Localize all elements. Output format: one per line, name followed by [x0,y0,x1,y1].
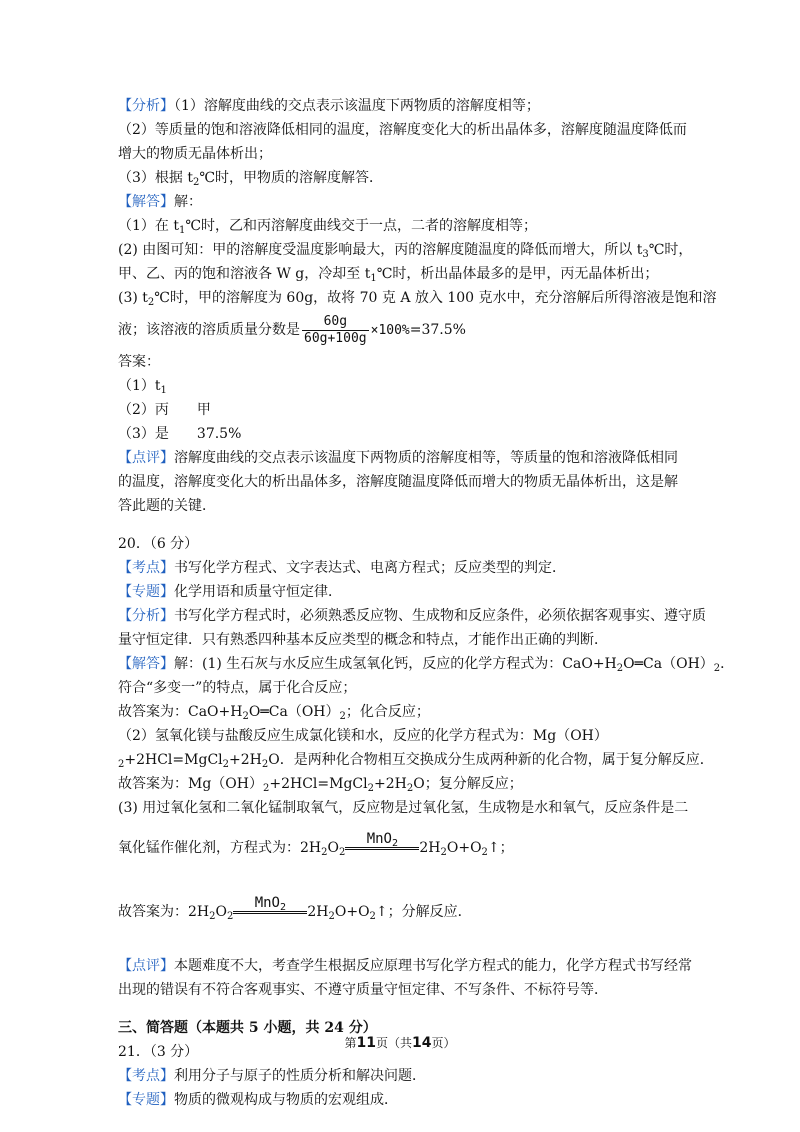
q20-answer-2a: （2）氢氧化镁与盐酸反应生成氯化镁和水，反应的化学方程式为：Mg（OH） [118,728,608,744]
analysis-tag: 【分析】 [118,98,174,114]
q19-comment-2: 的温度，溶解度变化大的析出晶体多，溶解度随温度降低而增大的物质无晶体析出，这是解 [118,474,678,490]
q20-answer-1c: 故答案为：$CaO+H_2O═Ca(OH)_2$；化合反应； [118,704,430,722]
q20-analysis-1: 【分析】书写化学方程式时，必须熟悉反应物、生成物和反应条件，必须依据客观事实、遵守质 [118,608,706,624]
q21-kaodian: 【考点】利用分子与原子的性质分析和解决问题． [118,1068,426,1084]
q20-answer-3a: (3) 用过氧化氢和二氧化锰制取氧气，反应物是过氧化氢，生成物是水和氧气，反应条件是二 [118,800,689,816]
q19-answer-2b: 甲、乙、丙的饱和溶液各 W g，冷却至 $t_1℃$时，析出晶体最多的是甲，丙无晶体析出； [118,266,659,284]
q20-answer-2c: 故答案为：$Mg(OH)_2+2HCl=MgCl_2+2H_2O$；复分解反应； [118,776,523,794]
q20-comment-2: 出现的错误有不符合客观事实、不遵守质量守恒定律、不写条件、不标符号等． [118,982,608,998]
fraction: $\frac{60g}{60g+100g}$ [304,313,367,346]
final-answer-1: $(1)t_1$ [118,378,167,396]
q20-kaodian: 【考点】书写化学方程式、文字表达式、电离方程式；反应类型的判定． [118,560,566,576]
reaction-condition: MnO$_2$ [233,895,307,914]
q20-answer-1: 【解答】解：(1) 生石灰与水反应生成氢氧化钙，反应的化学方程式为：$CaO+H_2O═Ca(OH)_2$． [118,656,735,674]
comment-tag: 【点评】 [118,450,174,466]
final-answer-3: （3）是 37.5% [118,426,242,442]
q19-analysis-line3: 增大的物质无晶体析出； [118,146,272,162]
page-total: 14 [412,1035,432,1051]
q19-comment-3: 答此题的关键． [118,498,216,514]
q19-analysis-line2: （2）等质量的饱和溶液降低相同的温度，溶解度变化大的析出晶体多，溶解度随温度降低而 [118,122,687,138]
q20-answer-2b: $_2+2HCl=MgCl_2+2H_2O$．是两种化合物相互交换成分生成两种新的化合物，属于复分解反应． [118,752,714,770]
q21-header: 21．（3 分） [118,1044,199,1060]
q19-answer-3b: 液；该溶液的溶质质量分数是 $\frac{60g}{60g+100g}$ ×100%=37.5% [118,313,466,346]
q19-comment-1: 【点评】溶解度曲线的交点表示该温度下两物质的溶解度相等，等质量的饱和溶液降低相同 [118,450,678,466]
document-body [118,94,735,1112]
q19-answer-3a: (3) $t_2℃$时，甲的溶解度为 60g，故将 70 克 A 放入 100 克水中，充分溶解后所得溶液是饱和溶 [118,290,717,308]
q19-answer-2a: (2) 由图可知：甲的溶解度受温度影响最大，丙的溶解度随温度的降低而增大，所以 $t_3℃$时， [118,242,693,260]
q20-header: 20．（6 分） [118,536,199,552]
reaction-condition: MnO$_2$ [345,831,419,850]
answer-tag: 【解答】 [118,194,174,210]
q21-zhuanti: 【专题】物质的微观构成与物质的宏观组成． [118,1092,398,1108]
q20-comment-1: 【点评】本题难度不大，考查学生根据反应原理书写化学方程式的能力，化学方程式书写经常 [118,958,692,974]
answers-label: 答案： [118,354,160,370]
page-footer: 第11页（共14页） [344,1035,456,1051]
q20-analysis-2: 量守恒定律．只有熟悉四种基本反应类型的概念和特点，才能作出正确的判断． [118,632,608,648]
q19-answer-header: 【解答】解： [118,194,202,210]
q20-answer-3b: 氧化锰作催化剂，方程式为：$2H_2O_2$ MnO$_2$ $2H_2O+O_2↑$； [118,830,514,858]
q19-analysis-line1: 【分析】（1）溶解度曲线的交点表示该温度下两物质的溶解度相等； [118,98,540,114]
final-answer-2: （2）丙 甲 [118,402,211,418]
q19-analysis-line4: （3）根据 $t_2℃$时，甲物质的溶解度解答． [118,170,384,188]
q20-zhuanti: 【专题】化学用语和质量守恒定律． [118,584,342,600]
q20-answer-1b: 符合“多变一”的特点，属于化合反应； [118,680,357,696]
q19-answer-1: （1）在 $t_1℃$时，乙和丙溶解度曲线交于一点，二者的溶解度相等； [118,218,538,236]
page-number: 11 [356,1035,376,1051]
section-title: 三、简答题（本题共 5 小题，共 24 分） [118,1020,377,1036]
q20-answer-3c: 故答案为：$2H_2O_2$ MnO$_2$ $2H_2O+O_2↑$；分解反应． [118,894,472,922]
